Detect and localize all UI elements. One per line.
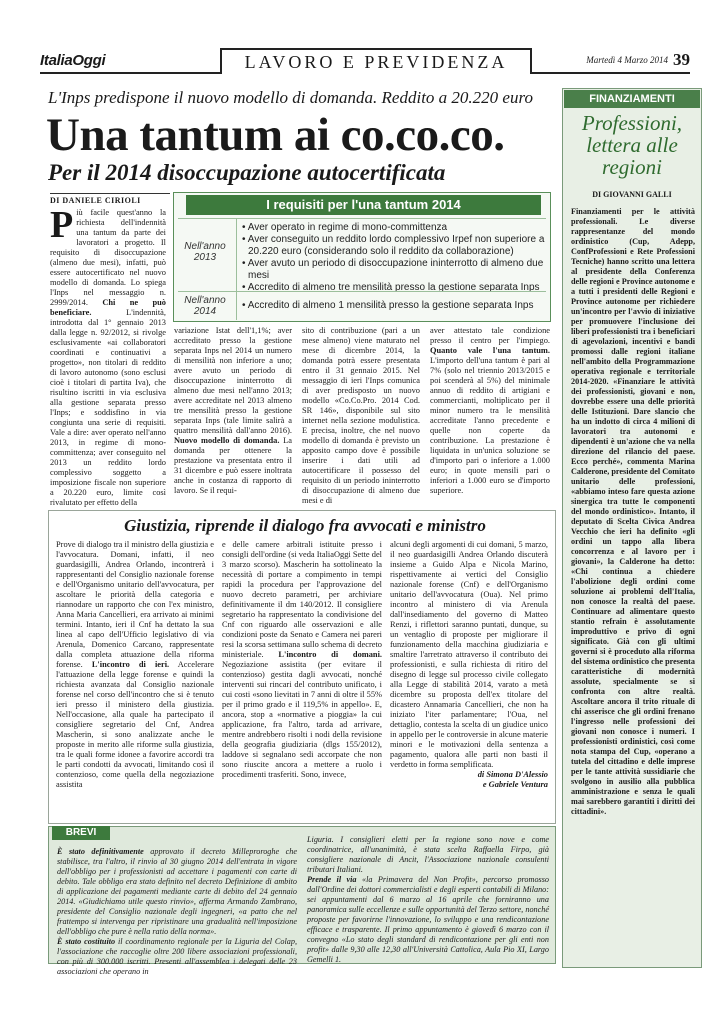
requirements-year: Nell'anno 2014 [184,295,226,317]
masthead [40,50,690,74]
section-subheading: Nuovo modello di domanda. [174,436,280,445]
article-byline: DI DANIELE CIRIOLI [50,196,141,205]
page-number: 39 [673,50,690,69]
brevi-text: il coordinamento regionale per la Liguria del Colap, l'associazione che raccoglie oltre 200 libere associazioni professionali, con più di 300.000 iscritti. Presenti all'assemblea i delegati delle 23 associazioni che operano in [57,937,297,976]
column-text: Prove di dialogo tra il ministro della giustizia e l'avvocatura. Domani, infatti, il neo guardasigilli, Andrea Orlando, incontrerà i rappresentanti del Consiglio nazionale forense e dell'Organismo unitario dell'avvocatura, per ascoltare le priorità della categoria e riannodare un rapporto che con l'ex ministro, Anna Maria Cancellieri, era arrivato ai minimi termini. Intanto, ieri il Cnf ha dettato la sua linea al capo dell'Ufficio legislativo di via Arenula, Domenico Carcano, rappresentate dalla completa attuazione della riforma forense. [56,540,214,669]
brevi-text: Liguria. I consiglieri eletti per la regione sono nove e come coordinatrice, all'unanimità, è stata scelta Raffaella Firpo, già consigliere nazionale di Ancit, l'Associazione nazionale consulenti tributari Italiani. [307,835,549,874]
article-column-1 [50,204,166,507]
article-subhead: Per il 2014 disoccupazione autocertificata [48,160,446,185]
article2-headline: Giustizia, riprende il dialogo fra avvocati e ministro [124,516,486,535]
column-text: Accelerare l'attuazione della legge forense e quindi la richiesta avanzata dal Consiglio nazionale forense nel corso dell'incontro che si è tenuto ieri presso il ministero della giustizia. Nell'occasione, alla quale ha partecipato il consigliere segretario del Cnf, Andrea Mascherin, si sono analizzate anche le proposte in merito alle riforme sulla giustizia, tra le quali forme idonee a favorire accordi tra le parti condotti da avvocati, limitando così il contenzioso, come quella della negoziazione assistita [56,660,215,789]
requirement-item: • Aver operato in regime di mono-committenza [242,222,448,233]
brevi-column-1 [57,847,298,976]
article2-column-3 [390,540,548,822]
article2-column-1 [56,540,214,822]
column-text: e delle camere arbitrali istituite presso i consigli dell'ordine (si veda ItaliaOggi Sette del 3 marzo scorso). Mascherin ha sottolineato la necessità di portare a compimento in tempi rapidi la procedura per l'approvazione del nuovo decreto parametri, per archiviare definitivamente il dm 140/2012. Il consigliere segretario ha rappresentato la condivisione del Cnf con riguardo alle osservazioni e alle condizioni poste da Senato e Camera nei pareri resi la scorsa settimana sullo schema di decreto ministeriale. [222,540,382,659]
brevi-tag: BREVI [52,826,110,840]
brevi-box [48,826,556,976]
sidebar-title: Professioni, lettera alle regioni [581,111,683,179]
requirement-item: • Aver conseguito un reddito lordo complessivo Irpef non superiore a 20.220 euro (considerando solo il reddito da collaborazione) [242,234,545,257]
article-kicker: L'Inps predispone il nuovo modello di domanda. Reddito a 20.220 euro [48,88,533,107]
article-column-3 [302,326,420,506]
sidebar-tag: FINANZIAMENTI [564,90,700,108]
issue-date: Martedì 4 Marzo 2014 [586,55,668,65]
column-text: aver attestato tale condizione presso il centro per l'impiego. [430,326,550,345]
article2-signature: di Simona D'Alessio [477,770,548,779]
sidebar-body: Finanziamenti per le attività professionali. Le diverse rappresentanze del mondo ordinistico (Cup, Adepp, ConfProfessioni e Rete Professioni Tecniche) hanno scritto una lettera al presidente della Conferenza delle regioni e Province autonome e a tutti i presidenti delle Regioni e Province autonome per richiedere un'incontro per l'avvio di iniziative per promuovere l'inclusione dei liberi professionisti tra i beneficiari di agevolazioni, incentivi e bandi promossi dalle regioni italiane nell'ambito della Programmazione operativa regionale e territoriale 2014-2020. «Finanziare le attività dei professionisti, giovani e non, dovrebbe essere una delle priorità delle Istituzioni. Dare slancio che ha un indotto di circa 4 milioni di lavoratori tra autonomi e dipendenti è un'azione che va nella direzione del rilancio del paese. Ecco perché», commenta Marina Calderone, presidente del Comitato unitario delle professioni, «abbiamo inteso fare questa azione sinergica tra tutte le componenti del mondo ordinistico». Intanto, il deputato di Scelta Civica Andrea Vecchio che ieri ha definito «gli ordini un tappo alla libera concorrenza e al lavoro per i giovani», la Calderone ha detto: «Chi continua a chiedere l'abolizione degli ordini come soluzione ai problemi dell'Italia, non conosce la realtà del paese. Continuare ad alimentare questo stantio refrain è assolutamente improduttivo e privo di ogni significato. Già con gli ultimi governi si è proceduto alla riforma del sistema ordinistico che presenta caratteristiche di modernità assolute, specialmente se si confronta con altre realtà. Ascoltare ancora il trito rituale di chi asserisce che gli ordini frenano l'ingresso nelle professioni dei giovani non conosce i numeri. I professionisti ordinistici, così come nota stampa del Cup, «operano a tutela del cittadino e delle imprese per le tante attività sussidiarie che svolgono in ausilio alla pubblica amministrazione e senza le quali mai sarebbero garantiti i diritti dei cittadini». [571,207,695,816]
section-subheading: L'incontro di ieri. [91,660,170,669]
column-text: L'indennità, introdotta dal 1° gennaio 2013 dalla legge n. 92/2012, si rivolge esclusivamente «ai collaboratori coordinati e continuativi a progetto», non titolari di reddito di lavoro autonomo (sono esclusi cioè i titolari di partita Iva), che risultino iscritti in via esclusiva alla gestione separata presso l'Inps; e soddisfino in via congiunta una serie di requisiti. Vale a dire: aver operato nell'anno 2013, in regime di mono-committenza; aver conseguito nel 2013 un reddito lordo complessivo soggetto a imposizione fiscale non superiore a 20.220 euro, limite così rivalutato per effetto della [50,308,166,507]
article-column-4 [430,326,550,506]
requirement-item: • Accredito di almeno tre mensilità presso la gestione separata Inps [242,282,540,293]
requirements-title: I requisiti per l'una tantum 2014 [186,195,541,215]
requirement-item: • Aver avuto un periodo di disoccupazione ininterrotto di almeno due mesi [242,258,544,281]
requirements-list [236,292,546,320]
brevi-text: «la Primavera del Non Profit», percorso promosso dall'Ordine dei dottori commercialisti e degli esperti contabili di Milano: sei appuntamenti dal 6 marzo al 16 aprile che forniranno una panoramica sulle eccellenze e sulle opportunità del Terzo settore, nonché proposte per favorirne l'innovazione, lo sviluppo e una rendicontazione efficace e trasparente. Il primo appuntamento è giovedì 6 marzo con il convegno «Lo stato degli standard di rendicontazione per gli enti non profit» dalle 9,30 alle 12,30 all'Università Cattolica, Aula Pio XI, Largo Gemelli 1. [307,875,550,964]
brevi-lead: È stato definitivamente [57,847,144,856]
column-text: sito di contribuzione (pari a un mese almeno) viene maturato nel mese di dicembre 2014, la domanda potrà essere presentata entro il 31 gennaio 2015. Nel messaggio di ieri l'Inps comunica di aver predisposto un nuovo modello «Co.Co.Pro. 2014 Cod. SR 146», disponibile sul sito internet nella sezione modulistica. E precisa, inoltre, che nel nuovo modello di domanda è previsto un apposito campo dove è possibile inserire i dati utili ad autocertificare il possesso del requisito di un periodo ininterrotto di disoccupazione di almeno due mesi e di [302,326,420,505]
requirements-box [173,192,551,322]
article-headline: Una tantum ai co.co.co. [46,109,505,161]
requirements-list [236,219,546,291]
brevi-column-2 [307,835,550,964]
section-subheading: L'incontro di domani. [278,650,383,659]
brevi-text: approvato il decreto Milleproroghe che stabilisce, tra l'altro, il rinvio al 30 giugno 2014 dell'entrata in vigore dell'obbligo per i professionisti ad accettare i pagamenti con carte di debito. Tale obbligo era stato definito nel decreto Definizione di ambito di applicazione dei pagamenti mediante carte di debito del 24 gennaio 2014. «Giudichiamo utile questo rinvio», afferma Armando Zambrano, presidente del Consiglio nazionale degli ingegneri, «a patto che nel frattempo si intervenga per ripristinare una gradualità nell'imposizione dell'obbligo che pure è nella ratio della norma». [57,847,298,936]
publication-logo: ItaliaOggi [40,52,106,69]
requirements-row-2014 [178,291,546,319]
requirements-year: Nell'anno 2013 [184,241,226,263]
brevi-lead: È stato costituito [57,937,116,946]
requirements-row-2013 [178,218,546,293]
section-subheading: Quanto vale l'una tantum. [430,346,550,355]
requirement-item: • Accredito di almeno 1 mensilità presso la gestione separata Inps [242,300,534,311]
column-text: La domanda per ottenere la prestazione va presentata entro il 31 dicembre e può essere inoltrata anche in costanza di rapporto di lavoro. Se il requi- [174,436,292,495]
article2-signature: e Gabriele Ventura [482,780,548,789]
sidebar-box [562,88,702,968]
column-text: iù facile quest'anno la richiesta dell'indennità una tantum da parte dei lavoratori a progetto. Il requisito di disoccupazione (almeno due mesi), infatti, può essere autocertificato nel nuovo modello di domanda. Lo spiega l'Inps nel messaggio n. 2999/2014. [50,208,166,307]
byline-divider [50,193,170,194]
sidebar-byline: DI GIOVANNI GALLI [592,190,672,199]
column-text: alcuni degli argomenti di cui domani, 5 marzo, il neo guardasigilli Andrea Orlando discuterà insieme a Guido Alpa e Nicola Marino, rispettivamente ai vertici del Consiglio nazionale forense (Cnf) e dell'Organismo unitario dell'avvocatura (Oua). Nel primo incontro al ministero di via Arenula dall'insediamento del governo di Matteo Renzi, i riflettori saranno puntati, dunque, su un ventaglio di proposte per migliorare il funzionamento della macchina giudiziaria e smaltire l'arretrato attraverso il contributo dei professionisti, e sulla richiesta di ritiro del disegno di legge sul processo civile collegato alla Legge di stabilità 2014, varato a metà dicembre su proposta dell'ex titolare del dicastero Annamaria Cancellieri, che non ha iniziato l'iter parlamentare; l'Oua, nel dettaglio, contesta la scelta di un giudice unico in appello per le controversie in alcune materie minori e le motivazioni della sentenza a pagamento, qualora alle parti non basti il verdetto in forma semplificata. [390,540,548,769]
sidebar-text [571,207,695,963]
column-text: L'importo dell'una tantum è pari al 7% (solo nel triennio 2013/2015 e poi scenderà al 5%) del minimale annuo di reddito di artigiani e commercianti, moltiplicato per il minor numero tra le mensilità accreditate l'anno precedente e quelle non coperte da contribuzione. La prestazione è liquidata in un'unica soluzione se d'importo pari o inferiore a 1.000 euro; in quote mensili pari o inferiori a 1.000 euro se d'importo superiore. [430,356,550,495]
brevi-lead: Prende il via [307,875,357,884]
article-column-2 [174,326,292,506]
column-text: variazione Istat dell'1,1%; aver accreditato presso la gestione separata Inps nel 2014 un numero di mensilità non inferiore a uno; avere avuto un periodo di disoccupazione ininterrotto di almeno due mesi nell'anno 2013; avere accreditate nel 2013 almeno tre mensilità presso la gestione separata Inps (tale limite salirà a quattro mensilità dall'anno 2016). [174,326,292,435]
section-title: LAVORO E PREVIDENZA [220,48,532,74]
drop-cap: P [50,204,74,246]
section-subheading: Chi ne può beneficiare. [50,298,166,317]
column-text: Negoziazione assistita (per evitare il contenzioso) gestita dagli avvocati, nonché interventi sui rincari del contributo unificato, i cui costi «sono lievitati in 7 anni di oltre il 55% per il primo grado e il 119,5% in appello». E, ancora, stop a «normative a pioggia» la cui applicazione, fra l'altro, tarda ad arrivare, mentre andrebbero risolti i nodi della revisione della geografia giudiziaria (dlgs 155/2012), laddove si segnalano sedi accorpate che non sono riuscite ancora a mettere a ruolo i procedimenti trasferiti. Sono, invece, [222,660,382,779]
article2-column-2 [222,540,382,822]
